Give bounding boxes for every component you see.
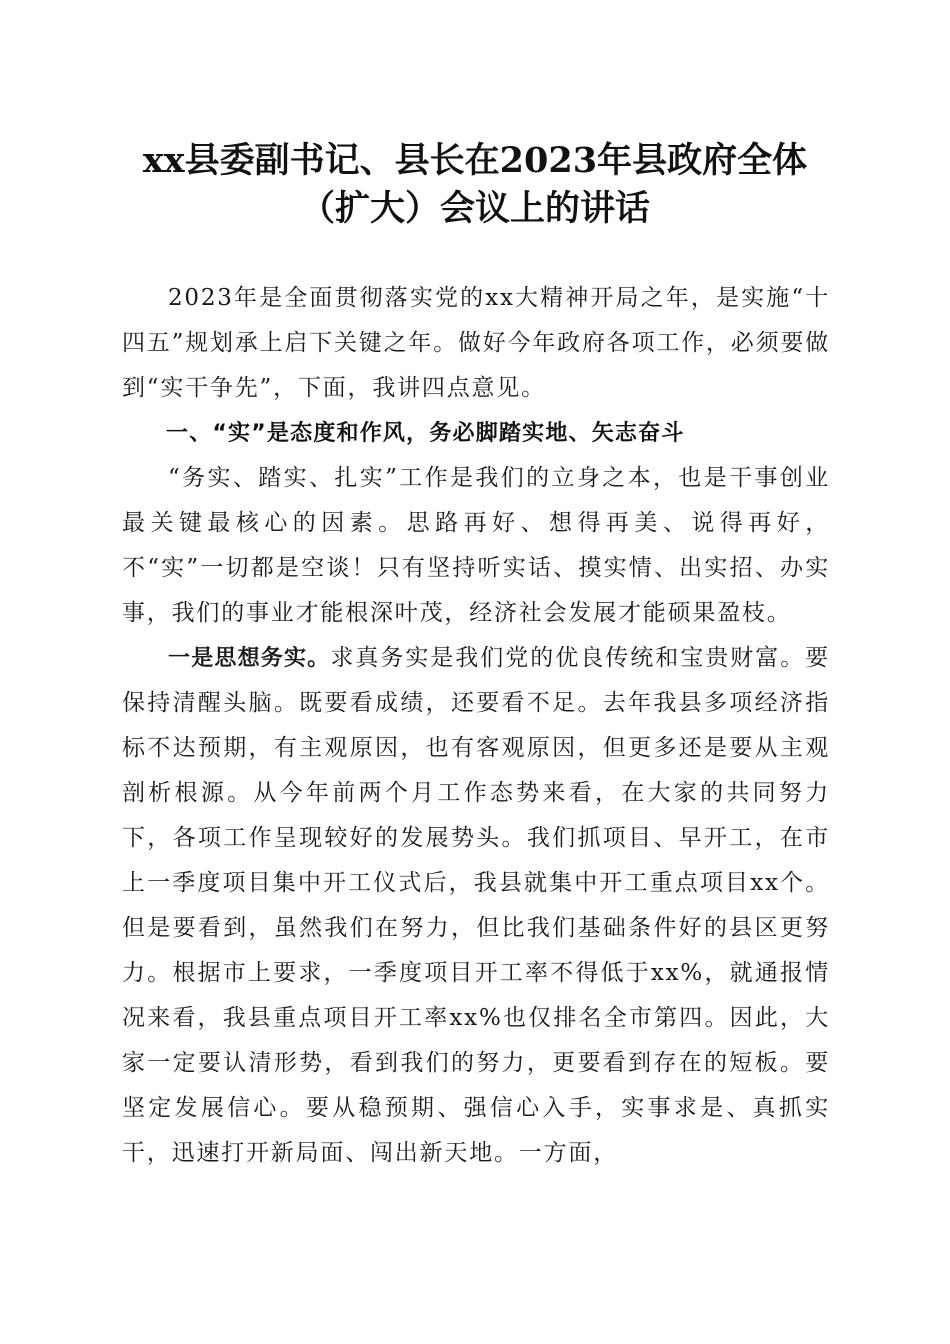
- section-1-heading: 一、“实”是态度和作风，务必脚踏实地、矢志奋斗: [166, 421, 685, 446]
- point-1-text: 求真务实是我们党的优良传统和宝贵财富。要保持清醒头脑。既要看成绩，还要看不足。去年我县多项经济指标不达预期，有主观原因，也有客观原因，但更多还是要从主观剖析根源。从今年前两个月工作态势来看，在大家的共同努力下，各项工作呈现较好的发展势头。我们抓项目、早开工，在市上一季度项目集中开工仪式后，我县就集中开工重点项目xx个。但是要看到，虽然我们在努力，但比我们基础条件好的县区更努力。根据市上要求，一季度项目开工率不得低于xx%，就通报情况来看，我县重点项目开工率xx%也仅排名全市第四。因此，大家一定要认清形势，看到我们的努力，更要看到存在的短板。要坚定发展信心。要从稳预期、强信心入手，实事求是、真抓实干，迅速打开新局面、闯出新天地。一方面，: [122, 645, 830, 1166]
- document-title-line-2: （扩大）会议上的讲话: [299, 188, 650, 229]
- document-body: [122, 276, 830, 1176]
- point-1-lead: 一是思想务实。: [168, 646, 331, 671]
- section-1-paragraph: “务实、踏实、扎实”工作是我们的立身之本，也是干事创业最关键最核心的因素。思路再好、想得再美、说得再好，不“实”一切都是空谈！只有坚持听实话、摸实情、出实招、办实事，我们的事业才能根深叶茂，经济社会发展才能硕果盈枝。: [122, 465, 830, 626]
- document-title-line-1: xx县委副书记、县长在2023年县政府全体: [142, 140, 808, 181]
- intro-paragraph: 2023年是全面贯彻落实党的xx大精神开局之年，是实施“十四五”规划承上启下关键之年。做好今年政府各项工作，必须要做到“实干争先”，下面，我讲四点意见。: [122, 285, 830, 401]
- point-1-paragraph: [122, 636, 830, 1176]
